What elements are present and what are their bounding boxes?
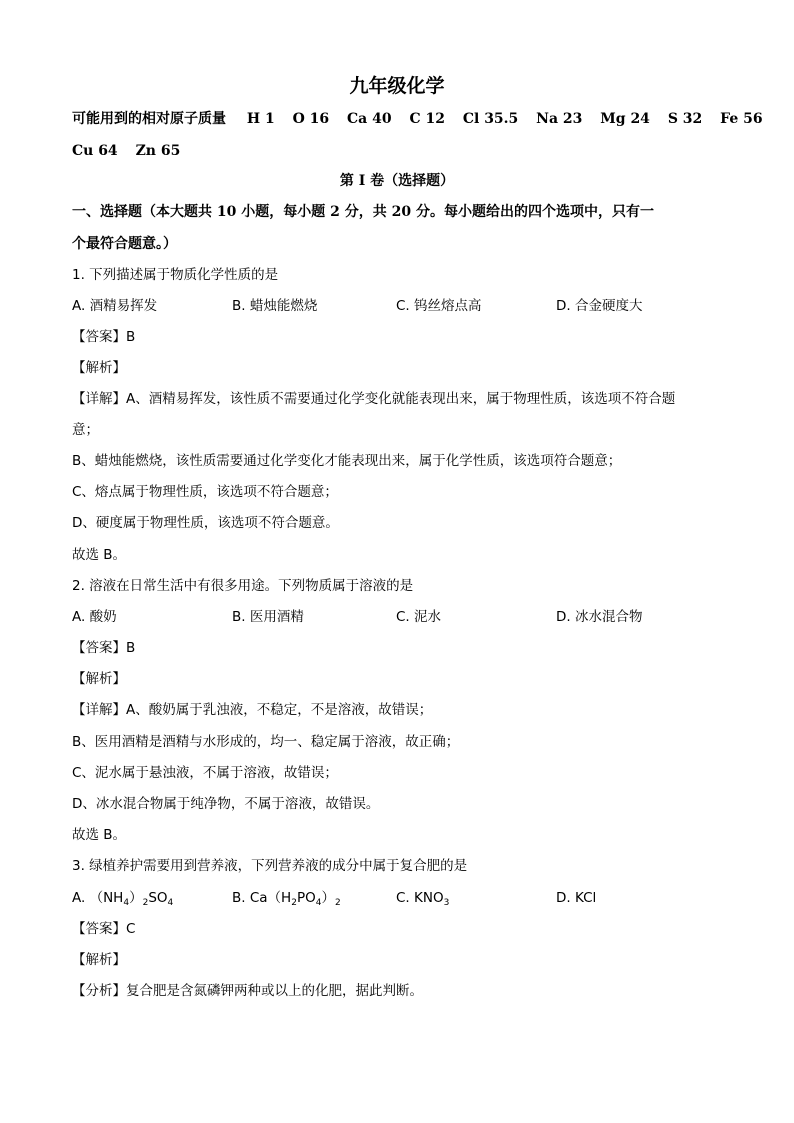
atomic-mass-fe: Fe 56 xyxy=(720,111,763,127)
q1-detail-line: 意； xyxy=(72,422,99,438)
atomic-mass-row-2 xyxy=(72,142,193,160)
q1-option-d: D. 合金硬度大 xyxy=(556,298,643,314)
atomic-mass-cl: Cl 35.5 xyxy=(462,111,519,127)
q3-option-c: C. $KNO_3$ xyxy=(396,890,450,908)
q2-detail-line: B、医用酒精是酒精与水形成的，均一、稳定属于溶液，故正确； xyxy=(72,734,460,750)
q2-detail-line: D、冰水混合物属于纯净物，不属于溶液，故错误。 xyxy=(72,796,380,812)
atomic-mass-na: Na 23 xyxy=(536,111,583,127)
q1-analysis: 【解析】 xyxy=(72,360,126,376)
q3-option-a: A. $(NH_4)_2SO_4$ xyxy=(72,890,174,908)
atomic-mass-c: C 12 xyxy=(409,111,445,127)
part-title: 第 I 卷（选择题） xyxy=(339,173,455,189)
q3-option-d: D. KCl xyxy=(556,890,597,906)
q1-detail-line: B、蜡烛能燃烧，该性质需要通过化学变化才能表现出来，属于化学性质，该选项符合题意； xyxy=(72,453,622,469)
q2-option-c: C. 泥水 xyxy=(396,609,442,625)
atomic-mass-o: O 16 xyxy=(292,111,330,127)
atomic-mass-h: H 1 xyxy=(246,111,275,127)
atomic-mass-mg: Mg 24 xyxy=(600,111,650,127)
q2-stem: 2. 溶液在日常生活中有很多用途。下列物质属于溶液的是 xyxy=(72,578,414,594)
atomic-mass-label: 可能用到的相对原子质量 xyxy=(72,111,226,127)
q2-option-d: D. 冰水混合物 xyxy=(556,609,643,625)
q3-analysis: 【解析】 xyxy=(72,952,126,968)
q1-answer: 【答案】B xyxy=(72,329,136,345)
q3-answer: 【答案】C xyxy=(72,921,136,937)
q1-option-a: A. 酒精易挥发 xyxy=(72,298,158,314)
q2-answer: 【答案】B xyxy=(72,640,136,656)
page-title: 九年级化学 xyxy=(349,75,445,97)
section-heading-line-1: 一、选择题（本大题共 10 小题，每小题 2 分，共 20 分。每小题给出的四个选项中，只有一 xyxy=(72,204,654,220)
q3-stem: 3. 绿植养护需要用到营养液，下列营养液的成分中属于复合肥的是 xyxy=(72,858,468,874)
atomic-mass-row-1 xyxy=(72,110,776,128)
atomic-mass-ca: Ca 40 xyxy=(347,111,392,127)
q1-option-c: C. 钨丝熔点高 xyxy=(396,298,482,314)
q1-detail-line: D、硬度属于物理性质，该选项不符合题意。 xyxy=(72,515,339,531)
section-heading-line-2: 个最符合题意。） xyxy=(72,236,177,252)
q1-option-b: B. 蜡烛能燃烧 xyxy=(232,298,318,314)
atomic-mass-s: S 32 xyxy=(667,111,703,127)
atomic-mass-cu: Cu 64 xyxy=(72,143,118,159)
q2-analysis: 【解析】 xyxy=(72,671,126,687)
q3-fenxi: 【分析】复合肥是含氮磷钾两种或以上的化肥，据此判断。 xyxy=(72,983,423,999)
q1-detail-line: 【详解】A、酒精易挥发，该性质不需要通过化学变化就能表现出来，属于物理性质，该选项不符合题 xyxy=(72,391,676,407)
q1-conclusion: 故选 B。 xyxy=(72,547,127,563)
q3-option-b: B. $Ca(H_2PO_4)_2$ xyxy=(232,890,341,908)
q1-detail-line: C、熔点属于物理性质，该选项不符合题意； xyxy=(72,484,338,500)
q2-detail-line: 【详解】A、酸奶属于乳浊液，不稳定，不是溶液，故错误； xyxy=(72,702,433,718)
q2-option-b: B. 医用酒精 xyxy=(232,609,304,625)
atomic-mass-zn: Zn 65 xyxy=(135,143,181,159)
q1-stem: 1. 下列描述属于物质化学性质的是 xyxy=(72,267,279,283)
q2-detail-line: C、泥水属于悬浊液，不属于溶液，故错误； xyxy=(72,765,338,781)
q2-conclusion: 故选 B。 xyxy=(72,827,127,843)
q2-option-a: A. 酸奶 xyxy=(72,609,117,625)
